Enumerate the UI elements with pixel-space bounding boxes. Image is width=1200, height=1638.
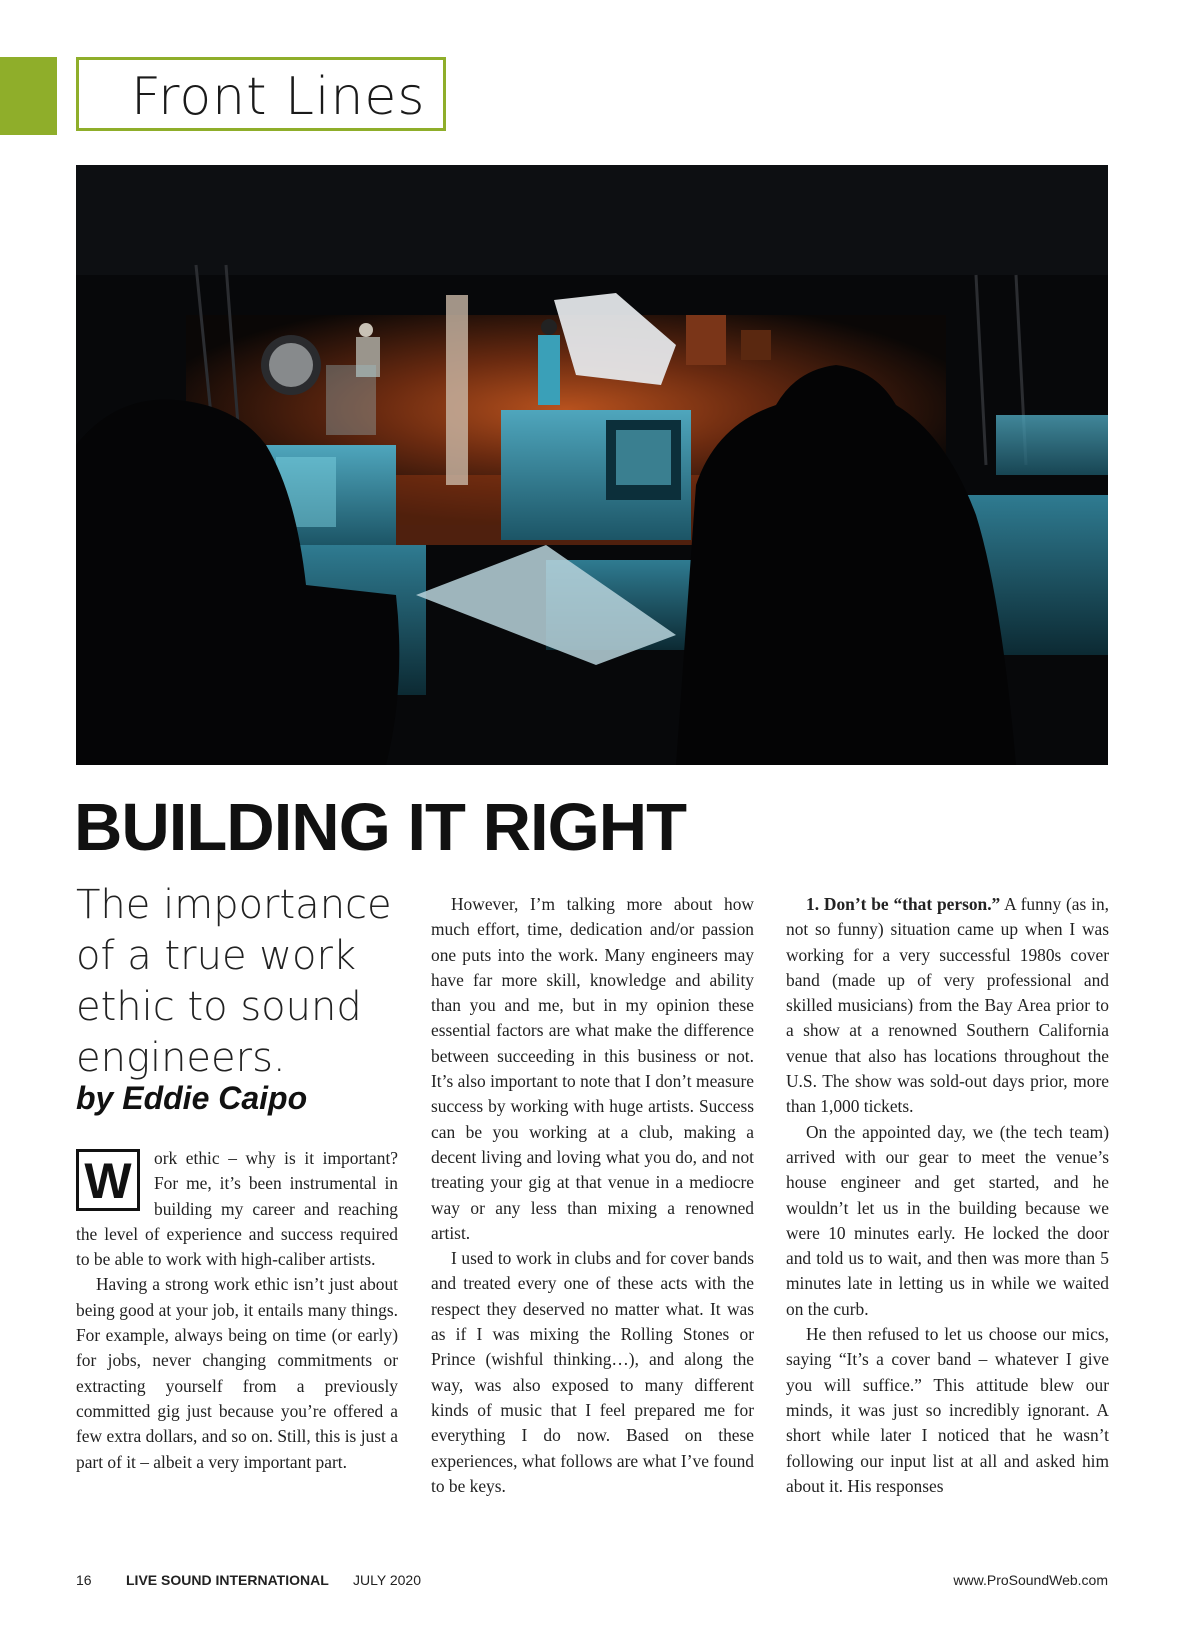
paragraph bbox=[76, 1146, 398, 1272]
paragraph: However, I’m talking more about how much effort, time, dedication and/or passion one puts into the work. Many engineers may have far more skill, knowledge and ability than you and me, but in my opinion these essential factors are what make the difference between succeeding in this business or not. It’s also important to note that I don’t measure success by working with huge artists. Success can be you working at a club, making a decent living and loving what you do, and not treating your gig at that venue in a mediocre way or any less than mixing a renowned artist. bbox=[431, 894, 754, 1243]
subhead-bold: 1. Don’t be “that person.” bbox=[806, 894, 1001, 914]
issue-date: JULY 2020 bbox=[353, 1572, 421, 1588]
paragraph-text: ork ethic – why is it important? For me, it’s been instrumental in building my career and reaching the level of experience and success required to be able to work with high-caliber artists. bbox=[76, 1148, 398, 1270]
magazine-name: LIVE SOUND INTERNATIONAL bbox=[126, 1572, 329, 1588]
article-column-1 bbox=[76, 1146, 398, 1475]
article-column-2 bbox=[431, 892, 754, 1499]
article-column-3 bbox=[786, 892, 1109, 1499]
page-number: 16 bbox=[76, 1572, 92, 1588]
paragraph bbox=[786, 892, 1109, 1120]
paragraph-text: A funny (as in, not so funny) situation came up when I was working for a very successful 1980s cover band (made up of very professional and skilled musicians) from the Bay Area prior to a show at a renowned Southern California venue that also has locations throughout the U.S. The show was sold-out days prior, more than 1,000 tickets. bbox=[786, 894, 1109, 1117]
concert-mixing-photo bbox=[76, 165, 1108, 765]
section-label-box bbox=[76, 57, 446, 131]
article-byline: by Eddie Caipo bbox=[76, 1080, 308, 1116]
drop-cap: W bbox=[76, 1149, 140, 1211]
article-deck: The importance of a true work ethic to sound engineers. bbox=[76, 882, 392, 1081]
section-title: Front Lines bbox=[131, 67, 426, 127]
paragraph: Having a strong work ethic isn’t just about being good at your job, it entails many things. For example, always being on time (or early) for jobs, never changing commitments or extracting yourself from a previously committed gig just because you’re offered a few extra dollars, and so on. Still, this is just a part of it – albeit a very important part. bbox=[76, 1274, 398, 1472]
section-color-tab bbox=[0, 57, 57, 135]
article-headline: BUILDING IT RIGHT bbox=[74, 790, 687, 865]
website-link[interactable]: www.ProSoundWeb.com bbox=[953, 1572, 1108, 1588]
paragraph: He then refused to let us choose our mics, saying “It’s a cover band – whatever I give you will suffice.” This attitude blew our minds, it was just so incredibly ignorant. A short while later I noticed that he wasn’t following our input list at all and asked him about it. His responses bbox=[786, 1324, 1109, 1496]
paragraph: I used to work in clubs and for cover bands and treated every one of these acts with the respect they deserved no matter what. It was as if I was mixing the Rolling Stones or Prince (wishful thinking…), and along the way, was also exposed to many different kinds of music that I feel prepared me for everything I do now. Based on these experiences, what follows are what I’ve found to be keys. bbox=[431, 1248, 754, 1496]
hero-photo bbox=[76, 165, 1108, 765]
page-footer bbox=[76, 1572, 1108, 1594]
paragraph: On the appointed day, we (the tech team) arrived with our gear to meet the venue’s house engineer and get started, and he wouldn’t let us in the building because we were 10 minutes early. He locked the door and told us to wait, and then was more than 5 minutes late in letting us in while we waited on the curb. bbox=[786, 1121, 1109, 1319]
